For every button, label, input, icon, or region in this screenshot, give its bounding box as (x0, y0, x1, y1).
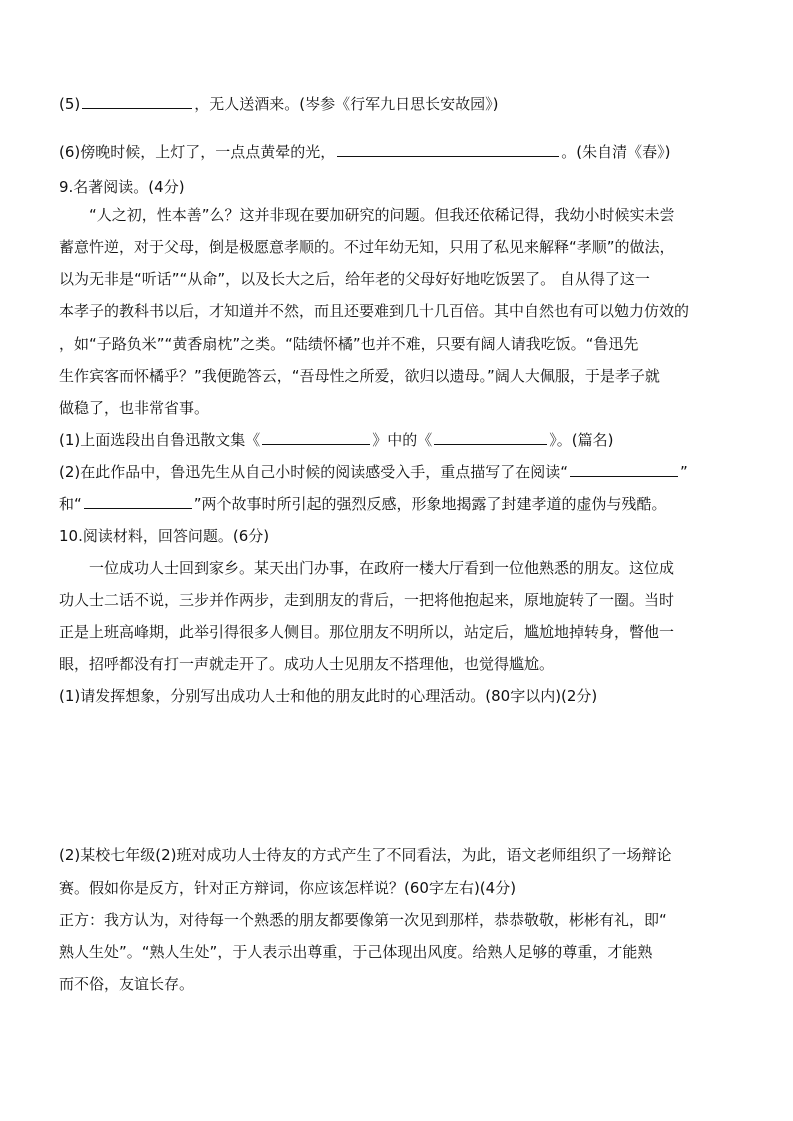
q10-title: 10.阅读材料，回答问题。(6分) (59, 527, 270, 545)
story-blank-1[interactable] (570, 462, 678, 477)
q9-passage-line: 本孝子的教科书以后，才知道并不然，而且还要难到几十几百倍。其中自然也有可以勉力仿效的 (59, 302, 690, 320)
q10-sub2-line: (2)某校七年级(2)班对成功人士待友的方式产生了不同看法，为此，语文老师组织了一场辩论 (59, 846, 672, 864)
q9-title: 9.名著阅读。(4分) (59, 178, 185, 196)
q10-passage-line: 一位成功人士回到家乡。某天出门办事，在政府一楼大厅看到一位他熟悉的朋友。这位成 (89, 559, 675, 577)
q9-passage-line: “人之初，性本善”么？这并非现在要加研究的问题。但我还依稀记得，我幼小时候实未尝 (89, 206, 675, 224)
q10-sub2-line: 赛。假如你是反方，针对正方辩词，你应该怎样说？(60字左右)(4分) (59, 879, 517, 897)
q9-passage-line: 做稳了，也非常省事。 (59, 399, 210, 417)
answer-blank[interactable] (337, 142, 559, 157)
q9-sub1: (1)上面选段出自鲁迅散文集《 》中的《 》。(篇名) (59, 431, 614, 449)
q10-passage-line: 眼，招呼都没有打一声就走开了。成功人士见朋友不搭理他，也觉得尴尬。 (59, 655, 555, 673)
answer-blank[interactable] (82, 94, 192, 109)
q9-passage-line: 以为无非是“听话”“从命”，以及长大之后，给年老的父母好好地吃饭罢了。 自从得了这一 (59, 270, 650, 288)
q8-item6: (6)傍晚时候，上灯了，一点点黄晕的光， 。(朱自清《春》) (59, 143, 671, 161)
q9-passage-line: 生作宾客而怀橘乎？”我便跪答云，“吾母性之所爱，欲归以遗母。”阔人大佩服，于是孝子就 (59, 367, 660, 385)
pro-argument-line: 正方：我方认为，对待每一个熟悉的朋友都要像第一次见到那样，恭恭敬敬，彬彬有礼，即“ (59, 911, 667, 929)
q9-passage-line: ，如“子路负米”“黄香扇枕”之类。“陆绩怀橘”也并不难，只要有阔人请我吃饭。“鲁迅先 (59, 335, 639, 353)
q10-passage-line: 正是上班高峰期，此举引得很多人侧目。那位朋友不明所以，站定后，尴尬地掉转身，瞥他一 (59, 623, 675, 641)
q9-sub2-line1: (2)在此作品中，鲁迅先生从自己小时候的阅读感受入手，重点描写了在阅读“ ” (59, 463, 688, 481)
q9-sub2-line2: 和“ ”两个故事时所引起的强烈反感，形象地揭露了封建孝道的虚伪与残酷。 (59, 495, 667, 513)
pro-argument-line: 而不俗，友谊长存。 (59, 975, 195, 993)
story-blank-2[interactable] (84, 494, 192, 509)
q8-item5: (5) ，无人送酒来。(岑参《行军九日思长安故园》) (59, 95, 499, 113)
q10-passage-line: 功人士二话不说，三步并作两步，走到朋友的背后，一把将他抱起来，原地旋转了一圈。当时 (59, 591, 675, 609)
q9-passage-line: 蓄意忤逆，对于父母，倒是极愿意孝顺的。不过年幼无知，只用了私见来解释“孝顺”的做法， (59, 238, 675, 256)
collection-name-blank[interactable] (262, 430, 370, 445)
pro-argument-line: 熟人生处”。“熟人生处”，于人表示出尊重，于己体现出风度。给熟人足够的尊重，才能熟 (59, 943, 653, 961)
essay-title-blank[interactable] (434, 430, 547, 445)
q10-sub1: (1)请发挥想象，分别写出成功人士和他的朋友此时的心理活动。(80字以内)(2分) (59, 687, 598, 705)
